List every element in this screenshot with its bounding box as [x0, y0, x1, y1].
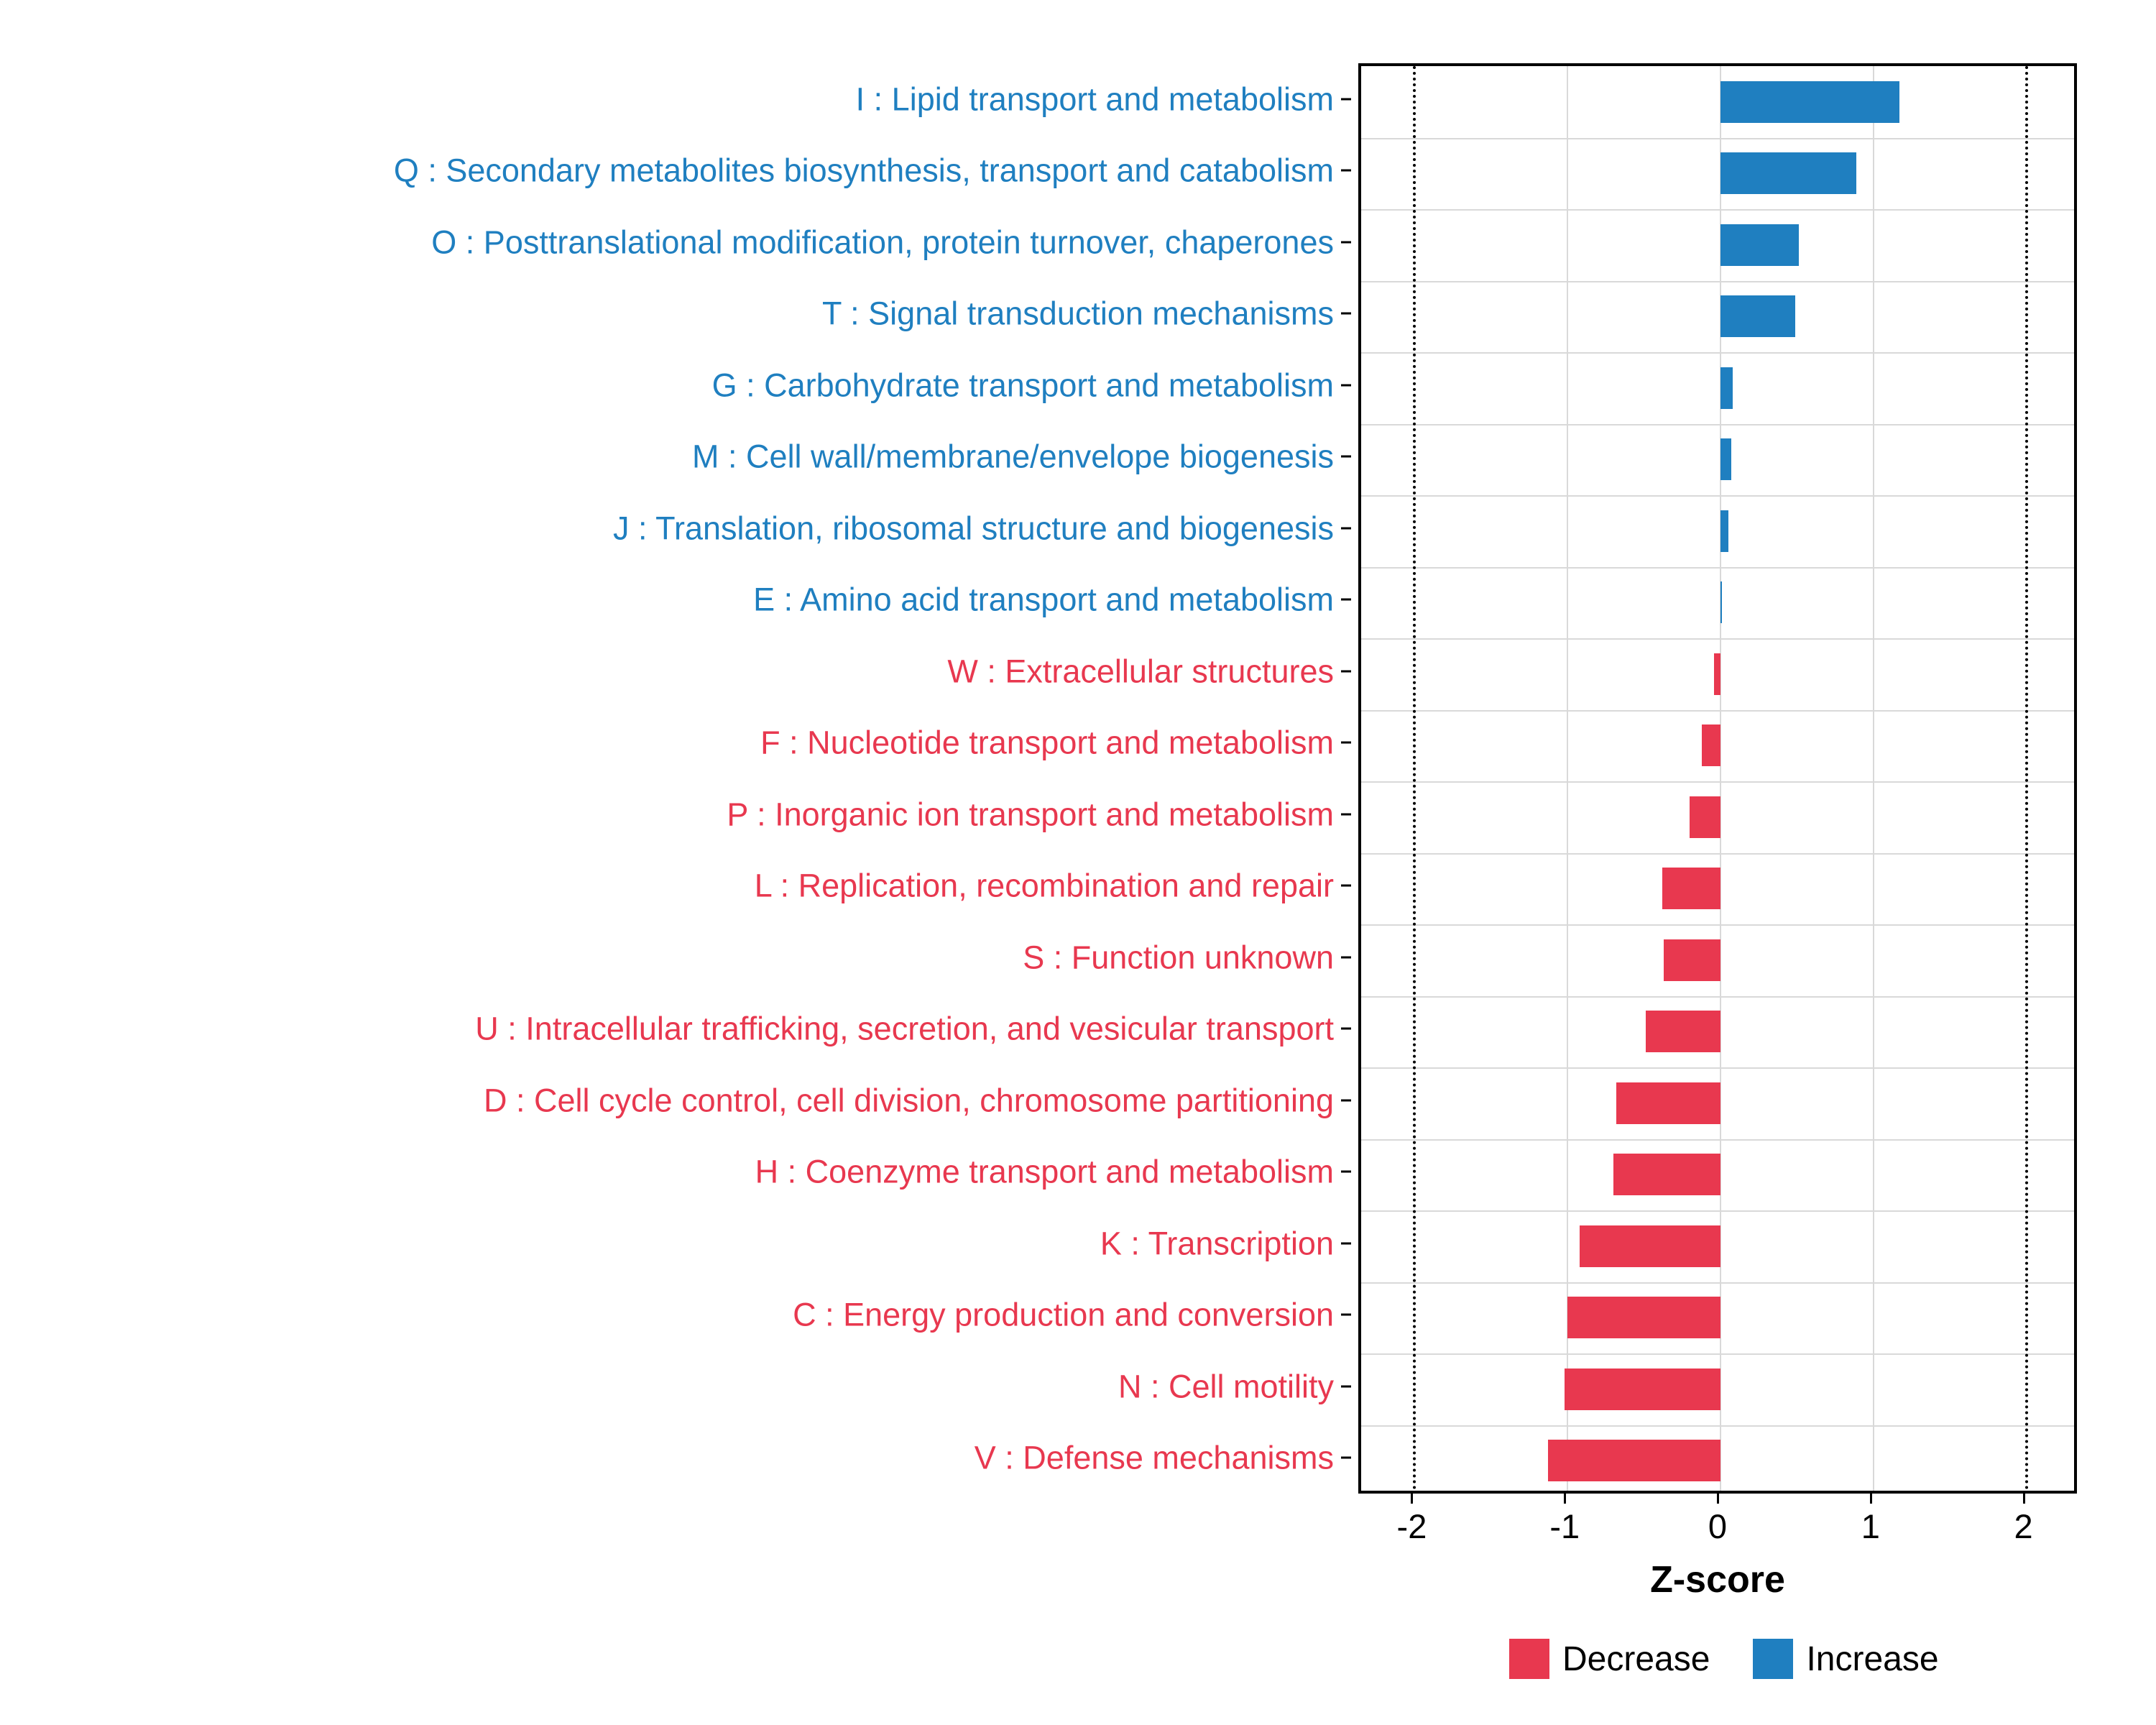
bar: [1567, 1297, 1720, 1338]
category-label: L : Replication, recombination and repair: [754, 867, 1334, 904]
vertical-gridline: [1873, 66, 1874, 1491]
category-label: P : Inorganic ion transport and metabolism: [727, 796, 1334, 833]
x-axis-tick: [1411, 1494, 1413, 1504]
bar: [1580, 1225, 1720, 1267]
category-label: T : Signal transduction mechanisms: [821, 295, 1334, 332]
category-tick: [1341, 98, 1351, 100]
horizontal-gridline: [1361, 1282, 2074, 1284]
horizontal-gridline: [1361, 424, 2074, 426]
bar: [1720, 295, 1795, 337]
x-axis-tick: [1564, 1494, 1566, 1504]
category-label: V : Defense mechanisms: [974, 1439, 1334, 1476]
bar: [1548, 1440, 1720, 1481]
category-tick: [1341, 1099, 1351, 1101]
category-label: U : Intracellular trafficking, secretion, and vesicular transport: [475, 1010, 1334, 1047]
category-label: S : Function unknown: [1023, 939, 1334, 976]
x-axis-tick-label: -2: [1396, 1507, 1427, 1545]
bar: [1613, 1154, 1720, 1195]
category-tick: [1341, 1385, 1351, 1387]
category-tick: [1341, 456, 1351, 458]
category-tick: [1341, 1242, 1351, 1244]
legend-item-increase: [1753, 1639, 1938, 1679]
horizontal-gridline: [1361, 1210, 2074, 1212]
bar: [1702, 724, 1720, 766]
bar: [1714, 653, 1720, 695]
category-tick: [1341, 170, 1351, 172]
bar: [1616, 1082, 1720, 1124]
horizontal-gridline: [1361, 495, 2074, 497]
bar: [1720, 152, 1856, 194]
category-label: D : Cell cycle control, cell division, chromosome partitioning: [484, 1082, 1334, 1119]
category-label: N : Cell motility: [1118, 1368, 1334, 1405]
horizontal-gridline: [1361, 996, 2074, 998]
horizontal-gridline: [1361, 1139, 2074, 1141]
category-label: E : Amino acid transport and metabolism: [753, 581, 1334, 618]
horizontal-gridline: [1361, 352, 2074, 354]
bar: [1720, 581, 1722, 623]
category-tick: [1341, 742, 1351, 744]
horizontal-gridline: [1361, 1425, 2074, 1427]
category-tick: [1341, 670, 1351, 672]
category-label: K : Transcription: [1100, 1225, 1334, 1262]
horizontal-gridline: [1361, 1067, 2074, 1069]
horizontal-gridline: [1361, 138, 2074, 139]
category-tick: [1341, 885, 1351, 887]
category-tick: [1341, 384, 1351, 386]
x-axis-title: Z-score: [1650, 1559, 1785, 1601]
category-label: F : Nucleotide transport and metabolism: [760, 724, 1334, 761]
bar: [1720, 510, 1728, 552]
bar: [1565, 1368, 1720, 1410]
category-tick: [1341, 313, 1351, 315]
legend-swatch-increase: [1753, 1639, 1793, 1679]
category-label: G : Carbohydrate transport and metabolism: [711, 367, 1334, 404]
category-tick: [1341, 1028, 1351, 1030]
category-axis: [0, 63, 1351, 1494]
x-axis-tick: [1870, 1494, 1872, 1504]
category-tick: [1341, 527, 1351, 529]
bar: [1662, 868, 1720, 909]
legend: [1509, 1639, 1963, 1679]
bar: [1646, 1011, 1720, 1052]
category-tick: [1341, 1171, 1351, 1173]
horizontal-gridline: [1361, 638, 2074, 640]
category-tick: [1341, 599, 1351, 601]
horizontal-gridline: [1361, 1353, 2074, 1355]
legend-swatch-decrease: [1509, 1639, 1549, 1679]
category-label: C : Energy production and conversion: [793, 1296, 1334, 1333]
category-label: O : Posttranslational modification, protein turnover, chaperones: [431, 224, 1334, 261]
category-tick: [1341, 241, 1351, 243]
horizontal-gridline: [1361, 853, 2074, 855]
category-tick: [1341, 813, 1351, 815]
category-label: M : Cell wall/membrane/envelope biogenesis: [692, 438, 1334, 475]
vertical-gridline: [1720, 66, 1721, 1491]
category-label: J : Translation, ribosomal structure and biogenesis: [612, 510, 1334, 547]
horizontal-gridline: [1361, 781, 2074, 783]
category-label: W : Extracellular structures: [947, 653, 1334, 690]
horizontal-gridline: [1361, 924, 2074, 926]
x-axis-tick: [2023, 1494, 2025, 1504]
bar: [1720, 438, 1731, 480]
x-axis-tick-label: 1: [1861, 1507, 1880, 1545]
horizontal-gridline: [1361, 209, 2074, 211]
plot-area: [1358, 63, 2077, 1494]
plot-inner: [1361, 66, 2074, 1491]
horizontal-gridline: [1361, 710, 2074, 712]
category-tick: [1341, 956, 1351, 958]
category-label: Q : Secondary metabolites biosynthesis, transport and catabolism: [393, 152, 1334, 189]
horizontal-gridline: [1361, 281, 2074, 282]
reference-line: [1413, 66, 1416, 1491]
x-axis-tick-label: 0: [1708, 1507, 1728, 1545]
bar: [1690, 796, 1720, 838]
legend-item-decrease: [1509, 1639, 1710, 1679]
legend-label-increase: Increase: [1806, 1639, 1939, 1678]
category-label: H : Coenzyme transport and metabolism: [755, 1153, 1334, 1190]
x-axis-tick: [1717, 1494, 1719, 1504]
vertical-gridline: [1567, 66, 1568, 1491]
bar: [1664, 939, 1720, 981]
x-axis-tick-label: 2: [2014, 1507, 2033, 1545]
category-tick: [1341, 1314, 1351, 1316]
x-axis-tick-label: -1: [1549, 1507, 1580, 1545]
bar: [1720, 81, 1899, 123]
legend-label-decrease: Decrease: [1562, 1639, 1710, 1678]
category-label: I : Lipid transport and metabolism: [855, 80, 1334, 118]
bar: [1720, 367, 1733, 409]
bar: [1720, 224, 1799, 266]
reference-line: [2025, 66, 2028, 1491]
category-tick: [1341, 1457, 1351, 1459]
horizontal-gridline: [1361, 567, 2074, 569]
